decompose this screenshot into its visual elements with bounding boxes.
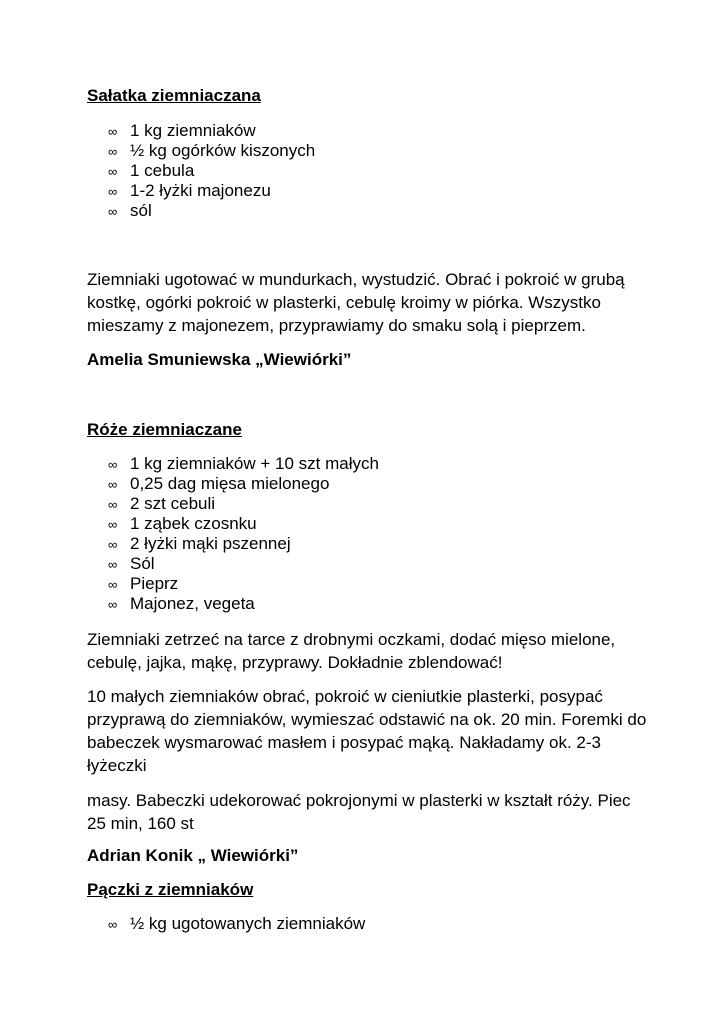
list-item: ∞ 1 kg ziemniaków + 10 szt małych [108, 454, 379, 473]
ingredient-list [108, 454, 379, 614]
list-item: ∞ ½ kg ugotowanych ziemniaków [108, 914, 366, 933]
list-item: ∞ 1 kg ziemniaków [108, 121, 256, 140]
recipe-instructions: masy. Babeczki udekorować pokrojonymi w plasterki w kształt róży. Piec 25 min, 160 st [87, 791, 631, 833]
infinity-bullet-icon: ∞ [108, 537, 118, 552]
infinity-bullet-icon: ∞ [108, 517, 118, 532]
list-item: ∞ 2 szt cebuli [108, 494, 216, 513]
infinity-bullet-icon: ∞ [108, 497, 118, 512]
recipe-title: Róże ziemniaczane [87, 420, 242, 439]
infinity-bullet-icon: ∞ [108, 144, 118, 159]
list-item: ∞ ½ kg ogórków kiszonych [108, 141, 316, 160]
list-item: ∞ 1-2 łyżki majonezu [108, 181, 271, 200]
infinity-bullet-icon: ∞ [108, 184, 118, 199]
infinity-bullet-icon: ∞ [108, 477, 118, 492]
recipe-instructions: 10 małych ziemniaków obrać, pokroić w cieniutkie plasterki, posypać przyprawą do ziemniaków, wymieszać odstawić na ok. 20 min. Foremki do babeczek wysmarować masłem i posypać mąką. Nakładamy ok. 2-3 łyżeczki [87, 687, 647, 775]
infinity-bullet-icon: ∞ [108, 124, 118, 139]
ingredient-list [108, 121, 315, 221]
recipe-title: Sałatka ziemniaczana [87, 86, 261, 105]
infinity-bullet-icon: ∞ [108, 557, 118, 572]
list-item: ∞ Pieprz [108, 574, 179, 593]
infinity-bullet-icon: ∞ [108, 597, 118, 612]
recipe-title: Pączki z ziemniaków [87, 880, 254, 899]
infinity-bullet-icon: ∞ [108, 164, 118, 179]
list-item: ∞ sól [108, 201, 152, 220]
list-item: ∞ 0,25 dag mięsa mielonego [108, 474, 330, 493]
list-item: ∞ Sól [108, 554, 155, 573]
recipe-author: Adrian Konik „ Wiewiórki” [87, 846, 299, 865]
list-item: ∞ 2 łyżki mąki pszennej [108, 534, 291, 553]
infinity-bullet-icon: ∞ [108, 457, 118, 472]
list-item: ∞ 1 ząbek czosnku [108, 514, 257, 533]
infinity-bullet-icon: ∞ [108, 204, 118, 219]
ingredient-list [108, 914, 365, 934]
recipe-instructions: Ziemniaki ugotować w mundurkach, wystudzić. Obrać i pokroić w grubą kostkę, ogórki pokroić w plasterki, cebulę kroimy w piórka. Wszystko mieszamy z majonezem, przyprawiamy do smaku solą i pieprzem. [87, 270, 625, 335]
infinity-bullet-icon: ∞ [108, 917, 118, 932]
list-item: ∞ 1 cebula [108, 161, 195, 180]
list-item: ∞ Majonez, vegeta [108, 594, 255, 613]
infinity-bullet-icon: ∞ [108, 577, 118, 592]
recipe-author: Amelia Smuniewska „Wiewiórki” [87, 350, 352, 369]
recipe-instructions: Ziemniaki zetrzeć na tarce z drobnymi oczkami, dodać mięso mielone, cebulę, jajka, mąkę, przyprawy. Dokładnie zblendować! [87, 630, 616, 672]
